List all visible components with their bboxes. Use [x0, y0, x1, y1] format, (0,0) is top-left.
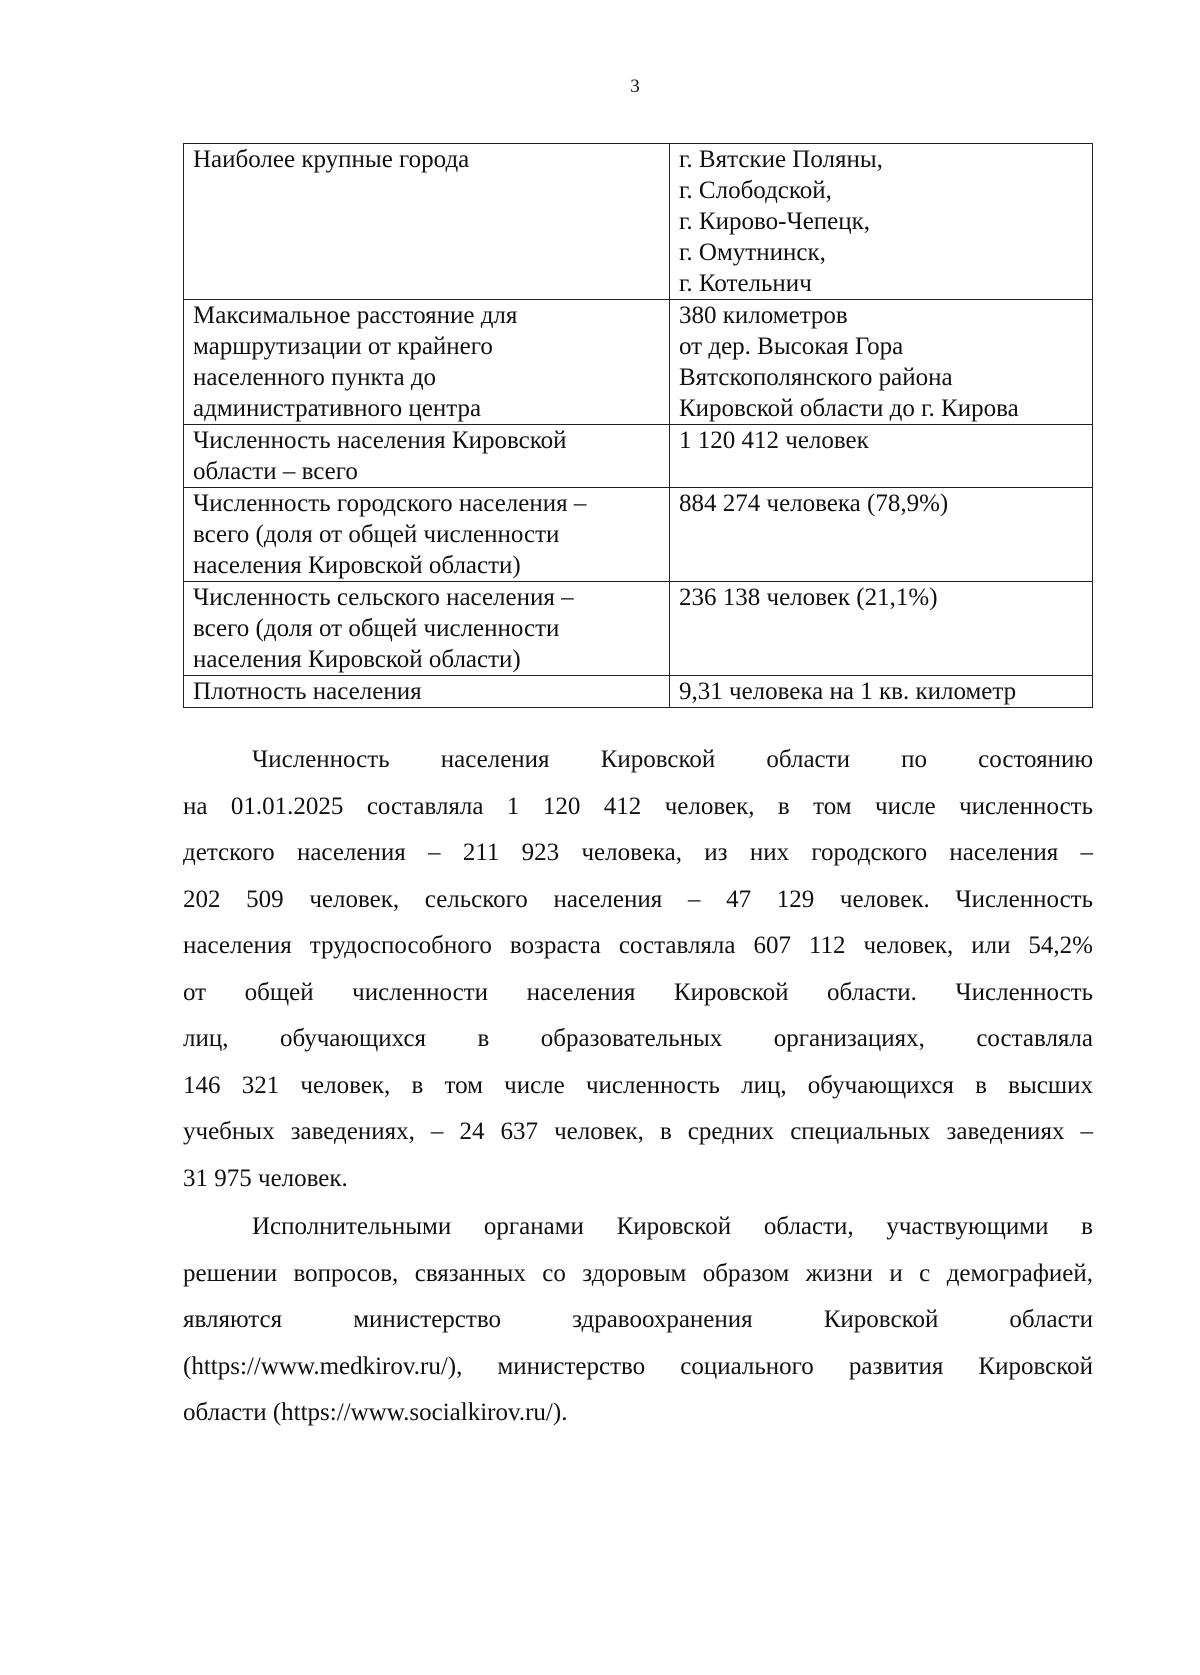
- table-cell-value: [670, 144, 1093, 300]
- paragraph-executive-bodies: [183, 1204, 1093, 1437]
- paragraph-line: населения трудоспособного возраста составляла 607 112 человек, или 54,2%: [183, 932, 1093, 959]
- info-table-body: [184, 144, 1093, 708]
- cell-text-line: всего (доля от общей численности: [193, 615, 560, 642]
- cell-text-line: населения Кировской области): [193, 646, 521, 673]
- table-row: [184, 488, 1093, 582]
- table-cell-value: [670, 300, 1093, 425]
- table-row: [184, 144, 1093, 300]
- paragraph-line: на 01.01.2025 составляла 1 120 412 человек, в том числе численность: [183, 792, 1093, 820]
- cell-text-line: административного центра: [193, 395, 482, 422]
- table-row: [184, 582, 1093, 676]
- cell-text-line: всего (доля от общей численности: [193, 521, 560, 548]
- paragraph-line: области (https://www.socialkirov.ru/).: [183, 1399, 568, 1426]
- paragraph-line: учебных заведениях, – 24 637 человек, в средних специальных заведениях –: [183, 1118, 1093, 1145]
- table-cell-label: [184, 425, 670, 488]
- cell-text-line: населения Кировской области): [193, 552, 521, 579]
- paragraph-population: [183, 737, 1093, 1202]
- table-cell-label: [184, 582, 670, 676]
- cell-text-line: Кировской области до г. Кирова: [679, 395, 1019, 422]
- paragraph-line: Исполнительными органами Кировской области, участвующими в: [252, 1213, 1093, 1240]
- cell-text-line: г. Вятские Поляны,: [679, 146, 883, 173]
- table-row: [184, 676, 1093, 708]
- paragraph-line: решении вопросов, связанных со здоровым образом жизни и с демографией,: [183, 1259, 1093, 1287]
- cell-text-line: Плотность населения: [193, 678, 422, 705]
- table-cell-value: [670, 582, 1093, 676]
- cell-text-line: Максимальное расстояние для: [193, 302, 518, 329]
- cell-text-line: г. Слободской,: [679, 177, 832, 204]
- paragraph-line: лиц, обучающихся в образовательных организациях, составляла: [183, 1025, 1093, 1052]
- paragraph-line: от общей численности населения Кировской области. Численность: [183, 978, 1093, 1006]
- cell-text-line: Численность населения Кировской: [193, 427, 567, 454]
- cell-text-line: 380 километров: [679, 302, 848, 329]
- paragraph-line: являются министерство здравоохранения Кировской области: [183, 1306, 1093, 1333]
- cell-text-line: Наиболее крупные города: [193, 146, 470, 173]
- cell-text-line: 236 138 человек (21,1%): [679, 584, 938, 611]
- table-row: [184, 300, 1093, 425]
- cell-text-line: г. Омутнинск,: [679, 239, 826, 266]
- cell-text-line: Численность сельского населения –: [193, 584, 574, 611]
- cell-text-line: г. Котельнич: [679, 270, 812, 297]
- cell-text-line: 9,31 человека на 1 кв. километр: [679, 678, 1017, 705]
- paragraph-line: Численность населения Кировской области по состоянию: [252, 746, 1093, 773]
- cell-text-line: 1 120 412 человек: [679, 427, 869, 454]
- cell-text-line: Вятскополянского района: [679, 364, 953, 391]
- table-cell-label: [184, 488, 670, 582]
- paragraph-line: 146 321 человек, в том числе численность лиц, обучающихся в высших: [183, 1071, 1093, 1099]
- paragraph-line: детского населения – 211 923 человека, из них городского населения –: [183, 839, 1093, 866]
- cell-text-line: г. Кирово-Чепецк,: [679, 208, 871, 235]
- cell-text-line: населенного пункта до: [193, 364, 437, 391]
- table-cell-label: [184, 300, 670, 425]
- table-cell-value: [670, 425, 1093, 488]
- table-row: [184, 425, 1093, 488]
- cell-text-line: области – всего: [193, 458, 358, 485]
- cell-text-line: Численность городского населения –: [193, 490, 587, 517]
- table-cell-value: [670, 488, 1093, 582]
- cell-text-line: от дер. Высокая Гора: [679, 333, 904, 360]
- cell-text-line: маршрутизации от крайнего: [193, 333, 493, 360]
- table-cell-value: [670, 676, 1093, 708]
- paragraph-line: (https://www.medkirov.ru/), министерство социального развития Кировской: [183, 1352, 1093, 1380]
- table-cell-label: [184, 144, 670, 300]
- table-cell-label: [184, 676, 670, 708]
- info-table: [183, 143, 1093, 708]
- paragraph-line: 31 975 человек.: [183, 1164, 348, 1192]
- cell-text-line: 884 274 человека (78,9%): [679, 490, 949, 517]
- paragraph-line: 202 509 человек, сельского населения – 47 129 человек. Численность: [183, 885, 1093, 913]
- page-number: 3: [630, 76, 640, 97]
